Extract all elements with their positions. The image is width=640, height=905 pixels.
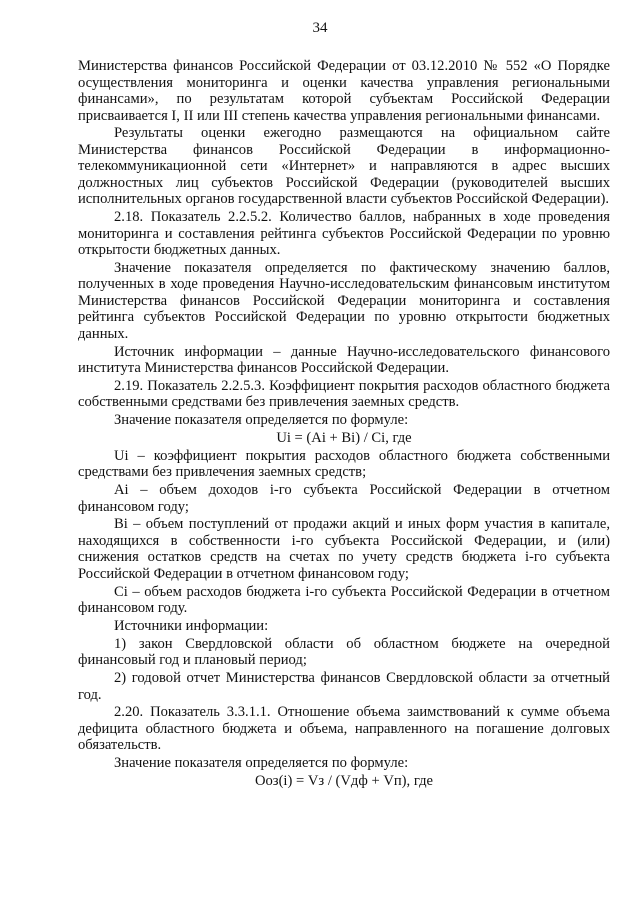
paragraph-indicator-2-18: 2.18. Показатель 2.2.5.2. Количество баллов, набранных в ходе проведения мониторинга и составления рейтинга субъектов Российской Федерации по уровню открытости бюджетных данных. <box>78 209 610 259</box>
paragraph-formula-intro: Значение показателя определяется по формуле: <box>114 412 409 429</box>
paragraph-indicator-2-19: 2.19. Показатель 2.2.5.3. Коэффициент покрытия расходов областного бюджета собственными средствами без привлечения заемных средств. <box>78 377 610 411</box>
paragraph-indicator-2-18-source: Источник информации – данные Научно-исследовательского финансового института Министерства финансов Российской Федерации. <box>78 343 610 377</box>
paragraph-indicator-2-20: 2.20. Показатель 3.3.1.1. Отношение объема заимствований к сумме объема дефицита областного бюджета и объема, направленного на погашение долговых обязательств. <box>78 704 610 754</box>
paragraph-indicator-2-18-value: Значение показателя определяется по фактическому значению баллов, полученных в ходе проведения Научно-исследовательским финансовым институтом Министерства финансов Российской Федерации мониторинга и составления рейтинга субъектов Российской Федерации по уровню открытости бюджетных данных. <box>78 259 610 342</box>
definition-ui: Ui – коэффициент покрытия расходов областного бюджета собственными средствами без привлечения заемных средств; <box>78 447 610 481</box>
paragraph-assessment-results: Результаты оценки ежегодно размещаются на официальном сайте Министерства финансов Российской Федерации в информационно-телекоммуникационной сети «Интернет» и направляются в адрес высших должностных лиц субъектов Российской Федерации (руководителей высших исполнительных органов государственной власти субъектов Российской Федерации). <box>78 125 610 208</box>
definition-bi: Bi – объем поступлений от продажи акций и иных форм участия в капитале, находящихся в собственности i-го субъекта Российской Федерации, и (или) снижения остатков средств на счетах по учету средств бюджета i-го субъекта Российской Федерации в отчетном финансовом году; <box>78 516 610 582</box>
sources-heading: Источники информации: <box>114 618 269 635</box>
paragraph-ministry-order-continuation: Министерства финансов Российской Федерации от 03.12.2010 № 552 «О Порядке осуществления мониторинга и оценки качества управления региональными финансами», по результатам которой субъектам Российской Федерации присваивается I, II или III степень качества управления региональными финансами. <box>78 58 610 124</box>
source-item-1: 1) закон Свердловской области об областном бюджете на очередной финансовый год и плановый период; <box>78 635 610 669</box>
page-number: 34 <box>312 20 328 36</box>
formula-ui: Ui = (Ai + Bi) / Ci, где <box>276 430 412 447</box>
definition-ai: Ai – объем доходов i-го субъекта Российской Федерации в отчетном финансовом году; <box>78 482 610 515</box>
paragraph-formula-intro-2: Значение показателя определяется по формуле: <box>114 755 409 772</box>
formula-ooz: Ооз(i) = Vз / (Vдф + Vп), где <box>254 773 434 790</box>
definition-ci: Ci – объем расходов бюджета i-го субъекта Российской Федерации в отчетном финансовом году. <box>78 583 610 617</box>
document-body <box>78 58 610 791</box>
source-item-2: 2) годовой отчет Министерства финансов Свердловской области за отчетный год. <box>78 670 610 703</box>
